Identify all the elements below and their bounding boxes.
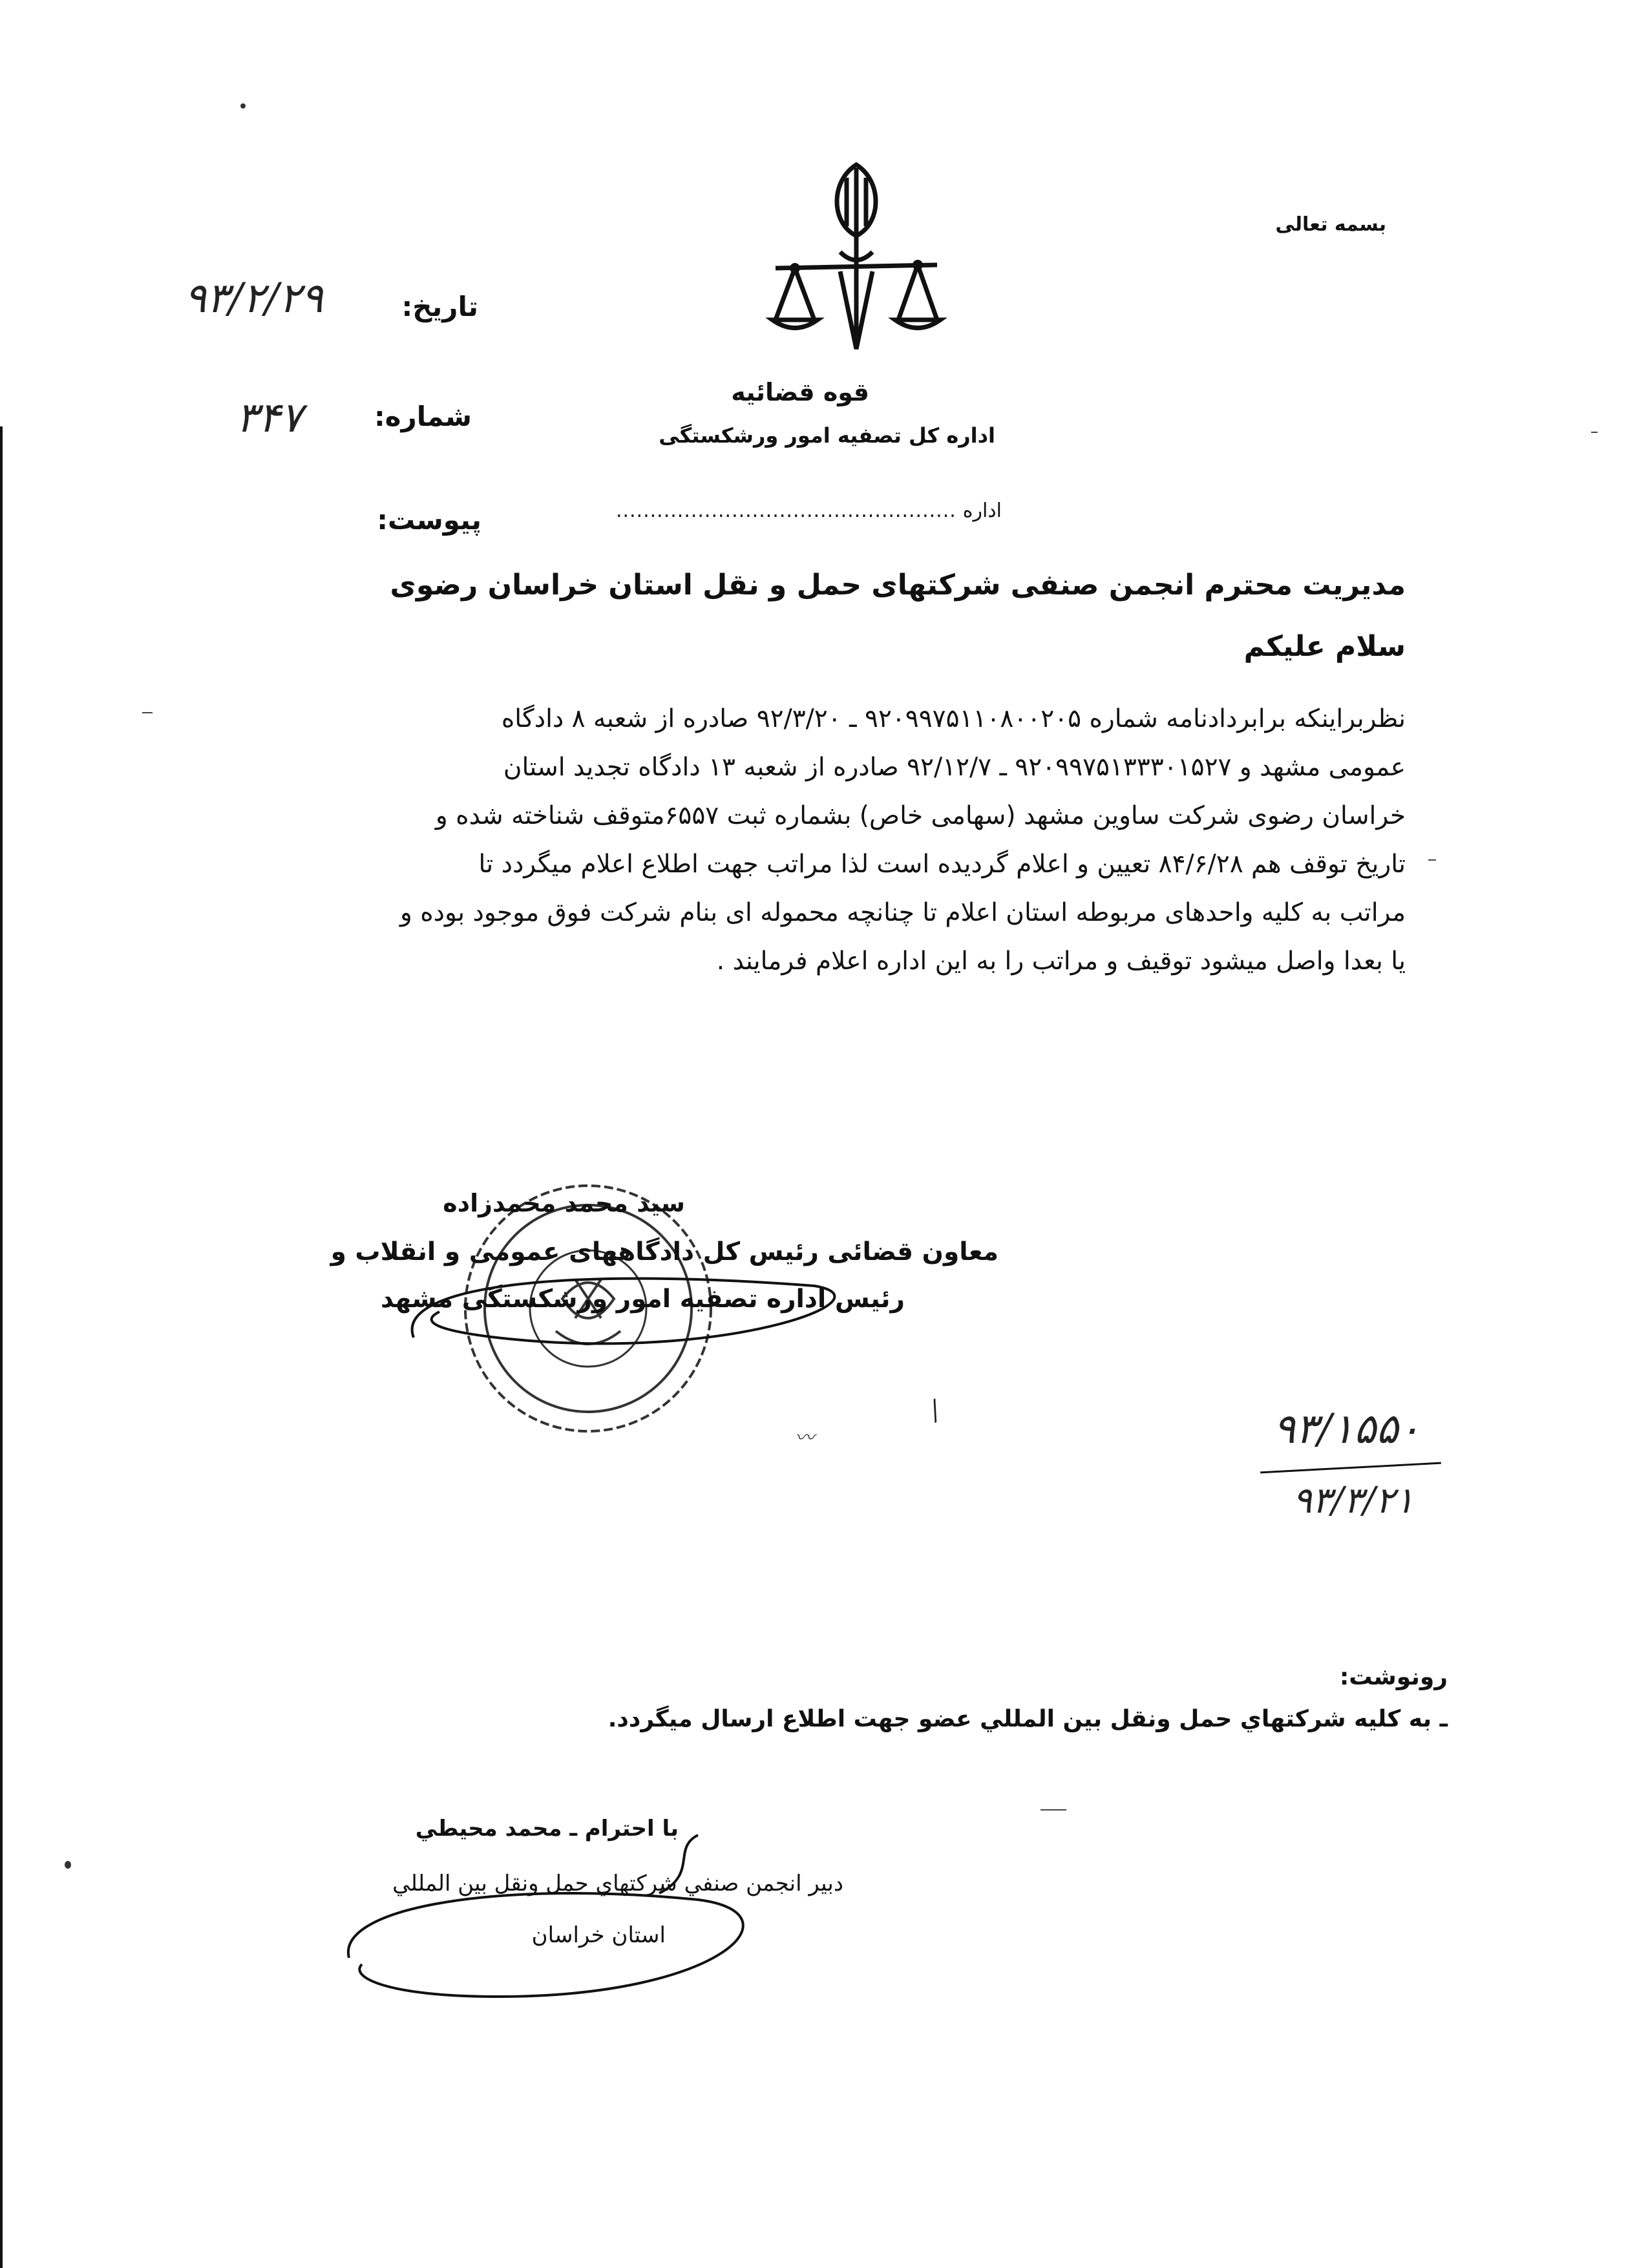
- signatory-title-line1: معاون قضائی رئیس کل دادگاههای عمومی و انقلاب و: [330, 1237, 998, 1266]
- registration-date: ۹۳/۳/۲۱: [1293, 1480, 1415, 1522]
- number-value: ۳۴۷: [236, 394, 303, 442]
- date-label: تاریخ:: [401, 291, 478, 322]
- attachment-label: پیوست:: [377, 504, 481, 536]
- scan-speck: [1591, 432, 1598, 433]
- department-line: [616, 499, 1002, 522]
- scan-speck: [1428, 859, 1436, 861]
- greeting: سلام علیکم: [1243, 630, 1406, 663]
- copy-note-label: رونوشت:: [1339, 1664, 1448, 1690]
- number-label: شماره:: [374, 401, 472, 432]
- copy-note-text: ـ به کلیه شرکتهاي حمل ونقل بین المللي عضو جهت اطلاع ارسال میگردد.: [607, 1706, 1448, 1732]
- scan-speck: [142, 712, 153, 713]
- scan-speck: [65, 1861, 71, 1869]
- department-line-label: اداره: [962, 499, 1002, 522]
- sender-line3: استان خراسان: [531, 1922, 666, 1948]
- body-line: خراسان رضوی شرکت ساوین مشهد (سهامی خاص) بشماره ثبت ۶۵۵۷متوقف شناخته شده و: [435, 801, 1406, 830]
- addressee: مدیریت محترم انجمن صنفی شرکتهای حمل و نقل استان خراسان رضوی: [390, 569, 1406, 602]
- pen-mark: /: [924, 1395, 947, 1426]
- department-line-dots: ..................................................: [615, 499, 956, 522]
- scan-edge: [0, 426, 3, 2268]
- date-value: ۹۳/۲/۲۹: [184, 275, 323, 322]
- registration-number: ۹۳/۱۵۵۰: [1273, 1405, 1421, 1453]
- sender-line2: دبیر انجمن صنفي شرکتهاي حمل ونقل بین المللي: [392, 1871, 843, 1896]
- scan-speck: [1041, 1809, 1066, 1811]
- signatory-title-line2: رئیس اداره تصفیه امور ورشکستگی مشهد: [381, 1285, 905, 1314]
- body-line: عمومی مشهد و ۹۲۰۹۹۷۵۱۳۳۳۰۱۵۲۷ ـ ۹۲/۱۲/۷ صادره از شعبه ۱۳ دادگاه تجدید استان: [503, 753, 1406, 782]
- invocation-text: بسمه تعالی: [1275, 213, 1386, 236]
- sender-signature-scribble: [336, 1809, 788, 2022]
- department-name: اداره کل تصفیه امور ورشکستگی: [659, 423, 995, 448]
- body-line: تاریخ توقف هم ۸۴/۶/۲۸ تعیین و اعلام گردیده است لذا مراتب جهت اطلاع اعلام میگردد تا: [478, 850, 1406, 879]
- letter-body: [229, 695, 1406, 985]
- pen-mark: 〰: [795, 1427, 814, 1449]
- judiciary-emblem-icon: [769, 155, 944, 362]
- organization-name: قوه قضائیه: [731, 378, 869, 406]
- registration-divider: [1260, 1462, 1441, 1474]
- body-line: مراتب به کلیه واحدهای مربوطه استان اعلام تا چنانچه محموله ای بنام شرکت فوق موجود بوده و: [400, 898, 1406, 927]
- body-line: یا بعدا واصل میشود توقیف و مراتب را به این اداره اعلام فرمایند .: [716, 947, 1406, 976]
- sender-line1: با احترام ـ محمد محیطي: [415, 1816, 679, 1842]
- signatory-name: سید محمد محمدزاده: [443, 1189, 685, 1217]
- body-line: نظربراینکه برابردادنامه شماره ۹۲۰۹۹۷۵۱۱۰۸۰۰۲۰۵ ـ ۹۲/۳/۲۰ صادره از شعبه ۸ دادگاه: [501, 704, 1406, 733]
- scan-speck: [240, 103, 246, 109]
